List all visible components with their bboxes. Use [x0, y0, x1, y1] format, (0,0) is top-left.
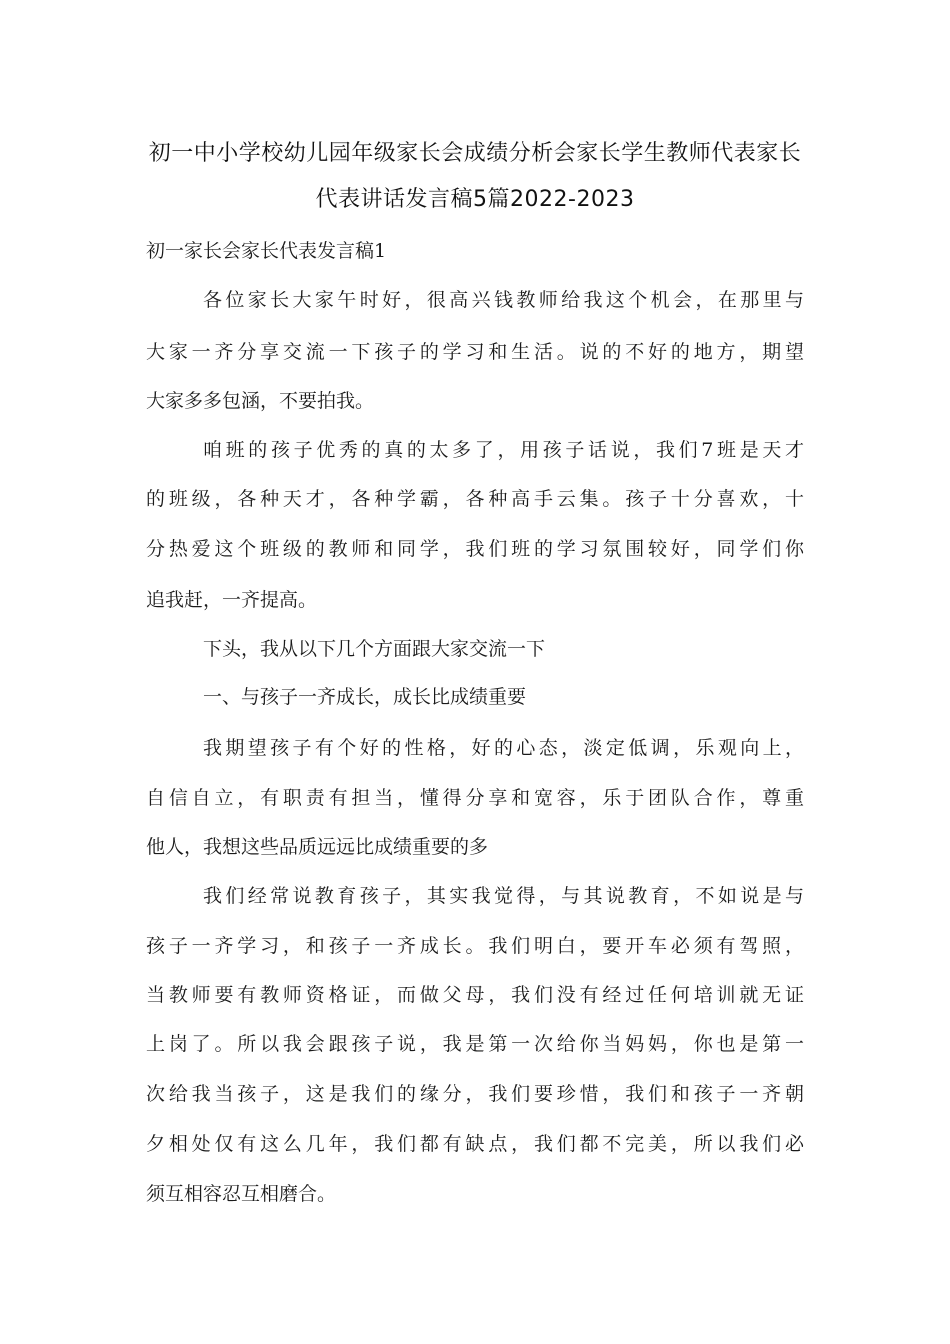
- paragraph-line: 我们经常说教育孩子，其实我觉得，与其说教育，不如说是与: [203, 885, 804, 907]
- section-heading: 初一家长会家长代表发言稿1: [146, 240, 387, 262]
- document-title-line-1: 初一中小学校幼儿园年级家长会成绩分析会家长学生教师代表家长: [148, 141, 802, 166]
- paragraph-line: 须互相容忍互相磨合。: [146, 1183, 337, 1205]
- subheading-line: 一、与孩子一齐成长，成长比成绩重要: [203, 686, 527, 708]
- paragraph-line: 次给我当孩子，这是我们的缘分，我们要珍惜，我们和孩子一齐朝: [146, 1083, 804, 1105]
- paragraph-line: 他人，我想这些品质远远比成绩重要的多: [146, 836, 489, 858]
- paragraph-line: 的班级，各种天才，各种学霸，各种高手云集。孩子十分喜欢，十: [146, 488, 804, 510]
- paragraph-line: 上岗了。所以我会跟孩子说，我是第一次给你当妈妈，你也是第一: [146, 1033, 804, 1055]
- paragraph-line: 咱班的孩子优秀的真的太多了，用孩子话说，我们7班是天才: [203, 439, 804, 461]
- document-title-line-2: 代表讲话发言稿5篇2022-2023: [315, 187, 635, 212]
- paragraph-line: 大家一齐分享交流一下孩子的学习和生活。说的不好的地方，期望: [146, 341, 804, 363]
- paragraph-line: 夕相处仅有这么几年，我们都有缺点，我们都不完美，所以我们必: [146, 1133, 804, 1155]
- paragraph-line: 自信自立，有职责有担当，懂得分享和宽容，乐于团队合作，尊重: [146, 787, 804, 809]
- paragraph-line: 分热爱这个班级的教师和同学，我们班的学习氛围较好，同学们你: [146, 538, 804, 560]
- paragraph-line: 追我赶，一齐提高。: [146, 589, 318, 611]
- paragraph-line: 各位家长大家午时好，很高兴钱教师给我这个机会，在那里与: [203, 289, 804, 311]
- paragraph-line: 孩子一齐学习，和孩子一齐成长。我们明白，要开车必须有驾照，: [146, 935, 804, 957]
- paragraph-line: 当教师要有教师资格证，而做父母，我们没有经过任何培训就无证: [146, 984, 804, 1006]
- paragraph-line: 我期望孩子有个好的性格，好的心态，淡定低调，乐观向上，: [203, 737, 804, 759]
- paragraph-line: 大家多多包涵，不要拍我。: [146, 390, 375, 412]
- paragraph-line: 下头，我从以下几个方面跟大家交流一下: [203, 638, 546, 660]
